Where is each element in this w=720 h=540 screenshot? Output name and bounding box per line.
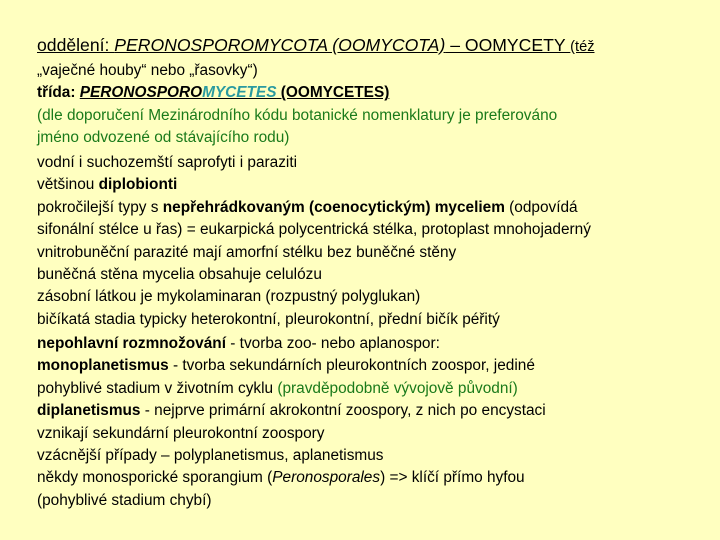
term-diplanetismus: diplanetismus <box>37 402 141 420</box>
reproduction-line <box>37 333 546 355</box>
reproduction-text: někdy monosporické sporangium ( <box>37 469 273 487</box>
reproduction-line: vznikají sekundární pleurokontní zoospory <box>37 424 325 442</box>
feature-bold: nepřehrádkovaným (coenocytickým) myceliem <box>162 198 505 216</box>
slide-title <box>37 33 595 59</box>
class-alt-name: (OOMYCETES) <box>276 84 390 102</box>
title-taxon: PERONOSPOROMYCOTA (OOMYCOTA) <box>114 35 446 55</box>
order-name: Peronosporales <box>272 469 381 487</box>
feature-bold: diplobionti <box>98 176 178 194</box>
class-taxon <box>80 84 277 101</box>
feature-line: bičíkatá stadia typicky heterokontní, pleurokontní, přední bičík péřitý <box>37 310 500 328</box>
common-names-line: „vaječné houby“ nebo „řasovky“) <box>37 62 258 79</box>
reproduction-text: pohyblivé stadium v životním cyklu <box>37 379 278 397</box>
reproduction-heading: nepohlavní rozmnožování <box>37 335 226 352</box>
feature-text: pokročilejší typy s <box>37 198 163 216</box>
title-common-name: – OOMYCETY <box>445 35 571 55</box>
nomenclature-note-2: jméno odvozené od stávajícího rodu) <box>37 129 290 147</box>
feature-line: vnitrobuněční parazité mají amorfní stélku bez buněčné stěny <box>37 243 457 261</box>
feature-line <box>37 197 591 219</box>
reproduction-note: (pravděpodobně vývojově původní) <box>277 379 518 397</box>
title-prefix: oddělení: <box>37 35 115 55</box>
feature-line: sifonální stélce u řas) = eukarpická polycentrická stélka, protoplast mnohojaderný <box>37 221 591 239</box>
feature-line: zásobní látkou je mykolaminaran (rozpustný polyglukan) <box>37 288 421 306</box>
class-taxon-stem: PERONOSPORO <box>79 84 203 102</box>
reproduction-line <box>37 400 546 422</box>
reproduction-line <box>37 467 546 489</box>
feature-line <box>37 174 591 196</box>
term-monoplanetismus: monoplanetismus <box>37 357 169 375</box>
reproduction-text: - tvorba sekundárních pleurokontních zoospor, jediné <box>168 357 535 375</box>
feature-line: buněčná stěna mycelia obsahuje celulózu <box>37 266 322 284</box>
class-header-block <box>37 60 557 150</box>
feature-text: většinou <box>37 176 99 194</box>
reproduction-line <box>37 355 546 377</box>
class-taxon-suffix: MYCETES <box>202 84 277 102</box>
class-line <box>37 82 557 104</box>
reproduction-line <box>37 378 546 400</box>
nomenclature-note-1: (dle doporučení Mezinárodního kódu botanické nomenklatury je preferováno <box>37 106 558 124</box>
features-block <box>37 152 591 331</box>
class-label: třída: <box>37 84 80 102</box>
reproduction-line: vzácnější případy – polyplanetismus, aplanetismus <box>37 447 384 465</box>
feature-line: vodní i suchozemští saprofyti i paraziti <box>37 154 298 171</box>
reproduction-block <box>37 333 546 512</box>
reproduction-text: ) => klíčí přímo hyfou <box>380 469 525 487</box>
reproduction-line: (pohyblivé stadium chybí) <box>37 491 212 509</box>
reproduction-text: - tvorba zoo- nebo aplanospor: <box>225 335 440 352</box>
feature-text: (odpovídá <box>504 198 578 216</box>
title-also: (též <box>570 39 595 55</box>
reproduction-text: - nejprve primární akrokontní zoospory, z nich po encystaci <box>140 402 546 420</box>
